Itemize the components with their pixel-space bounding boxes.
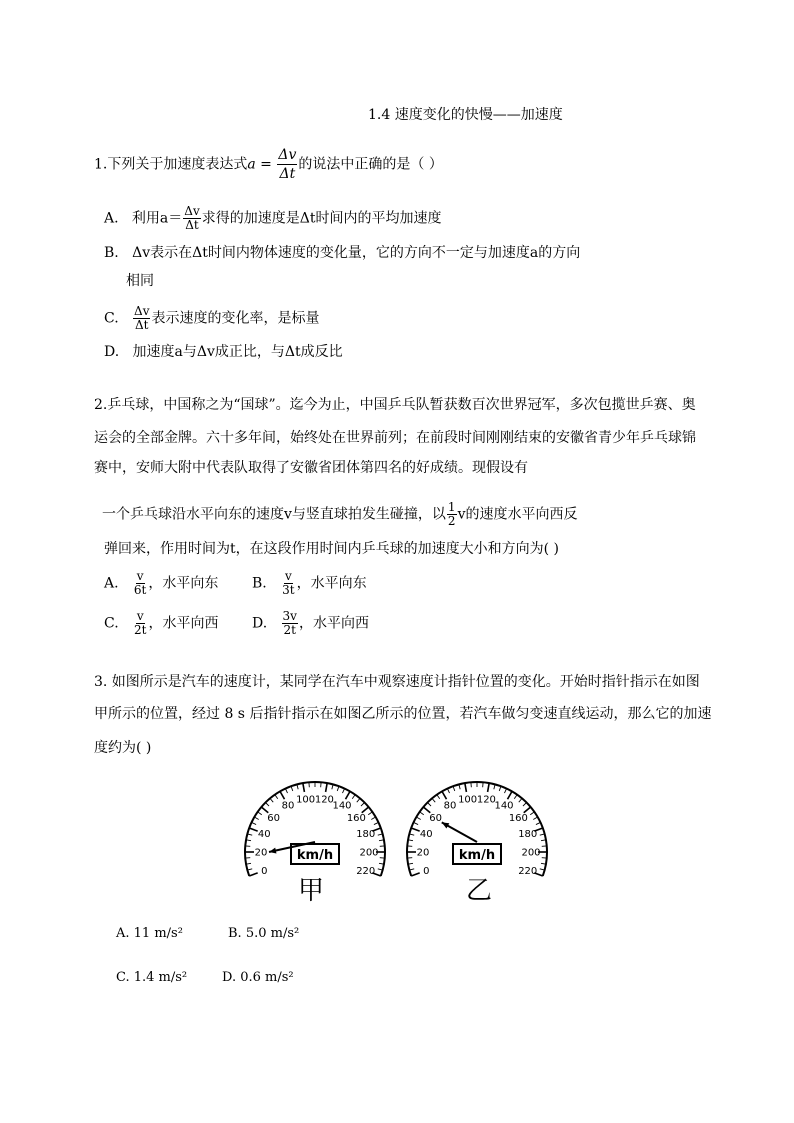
right-gauge-tick [411,828,419,831]
right-gauge-tick [536,822,541,824]
left-gauge-tick [352,795,355,799]
left-gauge-tick [280,791,285,799]
right-gauge-tick [465,783,467,792]
right-gauge-tick [530,812,534,815]
q1-stem-suffix: 的说法中正确的是（ ） [298,156,443,173]
right-gauge-tick [540,834,545,835]
q2-opt-d-label: D. [252,615,268,632]
right-gauge-tick-label: 160 [508,812,528,824]
q2-option-d [252,610,369,637]
right-gauge-tick-label: 180 [518,829,538,841]
left-gauge-tick [297,784,298,789]
q1-option-d [104,341,343,361]
q1-opt-c-post: 表示速度的变化率，是标量 [151,310,320,327]
right-gauge-tick-label: 220 [518,865,538,877]
q1-stem-prefix: 1.下列关于加速度表达式 [94,156,248,173]
right-gauge-tick-label: 60 [429,812,443,824]
right-gauge-tick-label: 140 [494,800,514,812]
q2-line4-den: 2 [447,514,456,528]
q2-line4-pre: 一个乒乓球沿水平向东的速度v与竖直球拍发生碰撞，以 [102,506,446,523]
q1-frac-den: Δt [279,166,296,182]
q2-opt-d-post: ，水平向西 [298,615,369,632]
left-gauge-tick [378,834,383,835]
right-gauge-tick [459,784,460,789]
left-gauge-tick [326,783,328,792]
right-gauge-tick [442,791,447,799]
right-gauge-tick [432,798,435,802]
right-gauge-tick [514,795,517,799]
right-gauge-tick [519,798,522,802]
left-gauge-tick-label: 20 [254,847,268,859]
speedometer-right-caption: 乙 [466,876,493,906]
q2-line4 [102,501,577,528]
left-gauge-tick-label: 80 [281,800,295,812]
q1-opt-a-pre: 利用a＝ [131,210,183,227]
q2-opt-a-fraction [133,570,147,597]
right-gauge-tick [488,783,490,792]
q2-line2: 运会的全部金牌。六十多年间，始终处在世界前列；在前段时间刚刚结束的安徽省青少年乒乓球锦 [94,430,696,446]
speedometer-right [402,770,552,877]
q2-opt-c-num: v [136,609,144,623]
right-gauge-tick [411,873,419,876]
left-gauge-tick-label: 0 [261,865,268,877]
left-gauge-tick [303,783,305,792]
left-gauge-tick [275,795,278,799]
right-gauge-tick [533,817,537,820]
left-gauge-unit-label: km/h [296,848,334,863]
left-gauge-tick [254,817,258,820]
right-gauge-tick-label: 40 [419,829,433,841]
q1-opt-a-num: Δv [184,204,200,218]
q1-opt-c-fraction [133,305,150,332]
q1-opt-c-label: C. [104,310,119,327]
right-gauge-tick [428,803,432,807]
right-gauge-tick [409,834,414,835]
q2-opt-d-num: 3v [282,609,297,623]
right-gauge-tick [523,803,527,807]
left-gauge-tick [357,798,360,802]
q3-option-c: C. 1.4 m/s² [116,970,188,985]
q2-opt-b-fraction [281,570,295,597]
right-gauge-unit-label: km/h [458,848,496,863]
left-gauge-tick [247,834,252,835]
left-gauge-tick [332,784,333,789]
q1-opt-b-line1: Δv表示在Δt时间内物体速度的变化量，它的方向不一定与加速度a的方向 [132,245,581,261]
q2-line4-post: v的速度水平向西反 [457,506,578,523]
q3-option-a: A. 11 m/s² [116,926,183,941]
q2-opt-b-post: ，水平向东 [296,575,367,592]
q2-opt-c-fraction [133,610,147,637]
q2-opt-a-num: v [136,569,144,583]
q1-option-a [104,205,441,232]
right-gauge-tick-label: 120 [476,794,496,806]
q1-opt-d-label: D. [104,344,120,360]
q2-opt-d-den: 2t [283,623,296,637]
question-1-stem [94,146,443,183]
left-gauge-tick [252,822,257,824]
q1-option-c [104,305,319,332]
left-gauge-tick [361,803,365,807]
right-gauge-tick [494,784,495,789]
left-gauge-tick-label: 40 [257,829,271,841]
left-gauge-tick [249,873,257,876]
right-gauge-tick [437,795,440,799]
q2-opt-c-post: ，水平向西 [148,615,219,632]
left-gauge-tick-label: 120 [314,794,334,806]
q2-option-a [104,570,218,597]
left-gauge-tick-label: 220 [356,865,376,877]
q1-option-b [104,242,580,262]
q2-option-b [252,570,367,597]
right-gauge-tick [447,789,449,794]
left-gauge-tick [258,812,262,815]
q3-line3: 度约为( ) [94,740,152,756]
q1-frac-num: Δv [278,147,297,163]
right-gauge-tick-label: 20 [416,847,430,859]
left-gauge-tick [371,817,375,820]
left-gauge-tick-label: 200 [359,847,379,859]
left-gauge-tick [249,828,257,831]
right-gauge-tick [420,812,424,815]
q2-line5: 弹回来，作用时间为t，在这段作用时间内乒乓球的加速度大小和方向为( ) [104,541,559,557]
left-gauge-tick [374,822,379,824]
q1-opt-b-line2: 相同 [126,273,154,289]
left-gauge-tick [266,803,270,807]
speedometer-left-caption: 甲 [298,876,325,906]
left-gauge-tick [285,789,287,794]
q2-line4-num: 1 [447,500,456,514]
left-gauge-tick-label: 100 [296,794,316,806]
q3-option-b: B. 5.0 m/s² [228,926,300,941]
speedometer-right-svg [402,770,552,877]
q1-opt-a-post: 求得的加速度是Δt时间内的平均加速度 [201,210,442,227]
left-gauge-tick-label: 60 [267,812,281,824]
q2-opt-b-num: v [284,569,292,583]
right-gauge-tick-label: 200 [521,847,541,859]
q3-line2: 甲所示的位置，经过 8 s 后指针指示在如图乙所示的位置，若汽车做匀变速直线运动，那么它的加速 [94,706,712,722]
q2-line3: 赛中，安师大附中代表队取得了安徽省团体第四名的好成绩。现假设有 [94,460,528,476]
right-gauge-tick-label: 100 [458,794,478,806]
right-gauge-tick [414,822,419,824]
left-gauge-tick [368,812,372,815]
q2-opt-a-post: ，水平向东 [148,575,219,592]
page-title: 1.4 速度变化的快慢——加速度 [368,107,563,123]
q1-opt-d-text: 加速度a与Δv成正比，与Δt成反比 [132,344,343,360]
q2-opt-c-den: 2t [134,623,147,637]
q2-opt-c-label: C. [104,615,119,632]
q2-line1: 2.乒乓球，中国称之为“国球”。迄今为止，中国乒乓队暂获数百次世界冠军，多次包揽世乒赛、奥 [94,397,696,413]
q2-opt-d-fraction [282,610,298,637]
left-gauge-tick [342,789,344,794]
q1-stem-a: a [247,156,256,173]
right-gauge-tick [416,817,420,820]
q1-stem-fraction [277,146,297,183]
left-gauge-tick [346,791,351,799]
q3-line1: 3. 如图所示是汽车的速度计，某同学在汽车中观察速度计指针位置的变化。开始时指针指示在如图 [94,674,700,690]
q1-opt-a-fraction [183,205,200,232]
q3-option-d: D. 0.6 m/s² [222,970,294,985]
q2-opt-a-den: 6t [133,583,147,597]
right-gauge-tick-label: 80 [443,800,457,812]
right-gauge-tick-label: 0 [423,865,430,877]
speedometer-left [240,770,390,877]
q2-opt-a-label: A. [104,575,119,592]
left-gauge-tick [270,798,273,802]
left-gauge-tick-label: 160 [346,812,366,824]
right-gauge-tick [504,789,506,794]
q1-stem-eq: = [255,156,277,173]
left-gauge-tick-label: 140 [332,800,352,812]
q2-opt-b-label: B. [252,575,267,592]
q1-opt-a-den: Δt [185,218,199,232]
right-gauge-tick [508,791,513,799]
speedometer-left-svg [240,770,390,877]
q1-opt-c-den: Δt [135,318,149,332]
q1-opt-a-label: A. [104,210,119,227]
q2-opt-b-den: 3t [282,583,295,597]
q2-line4-fraction [447,501,457,528]
left-gauge-tick-label: 180 [356,829,376,841]
q2-option-c [104,610,219,637]
q1-opt-b-label: B. [104,245,119,261]
q1-opt-c-num: Δv [134,304,150,318]
